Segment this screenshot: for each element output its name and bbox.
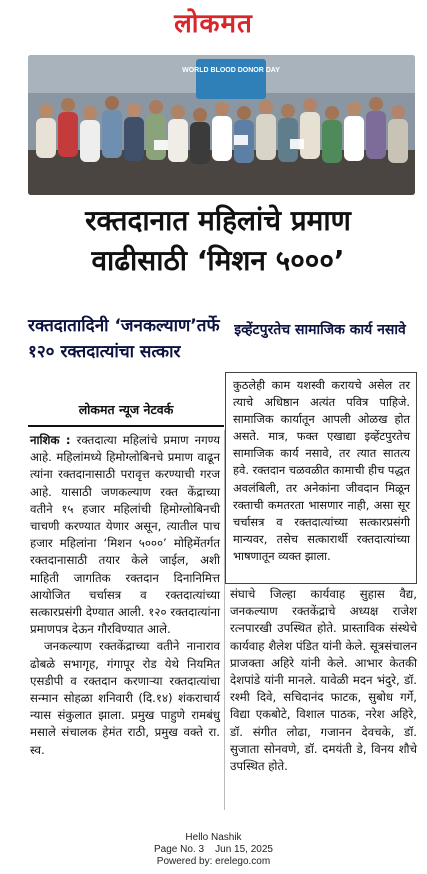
lokmat-logo[interactable]: लोकमत [174, 9, 253, 39]
page-footer [0, 832, 427, 868]
sidebar-heading: इव्हेंटपुरतेच सामाजिक कार्य नसावे [234, 322, 406, 338]
sidebar-box [225, 372, 417, 584]
byline: लोकमत न्यूज नेटवर्क [78, 402, 174, 417]
paragraph-1-text: रक्तदात्या महिलांचे प्रमाण नगण्य आहे. महिलांमध्ये हिमोग्लोबिनचे प्रमाण वाढून त्यांना रक्तदानासाठी परावृत्त करण्याची गरज आहे. यासाठी जणकल्याण रक्त केंद्राच्या वतीने १५ हजार महिलांची हिमोग्लोबिनची चाचणी करण्यात येणार असून, त्यातील पाच हजार महिलांना ‘मिशन ५०००’ मोहिमेंतर्गत रक्तदानासाठी तयार केले जाईल, अशी माहिती जागतिक रक्तदान दिनानिमित्त आयोजित चर्चासत्र व रक्तदात्यांच्या सत्कारप्रसंगी देण्यात आली. १२० रक्तदात्यांना प्रमाणपत्र देऊन गौरविण्यात आले. [30, 433, 220, 637]
footer-powered-by[interactable]: Powered by: erelego.com [156, 856, 271, 867]
headline-line-1: रक्तदानात महिलांचे प्रमाण [85, 204, 351, 237]
byline-rule [28, 425, 224, 427]
paragraph-1 [30, 432, 220, 638]
paragraph-3: संघाचे जिल्हा कार्यवाह सुहास वैद्य, जनकल्याण रक्तकेंद्राचे अध्यक्ष राजेश रत्नपारखी उपस्थित होते. प्रास्ताविक संस्थेचे कार्यवाह शैलेश पंडित यांनी केले. सूत्रसंचालन प्राजक्ता अहिरे यांनी केले. आभार केतकी देशपांडे यांनी मानले. यावेळी मदन भंदुरे, डॉ. रश्मी दिवे, सचिदानंद फाटक, सुबोध गर्गे, विद्या एकबोटे, विशाल पाठक, नरेश अहिरे, डॉ. संगीत लोढा, गजानन देवचके, डॉ. सुजाता सोनवणे, डॉ. दमयंती डे, विनय शौचे उपस्थित होते. [230, 587, 417, 774]
headline [22, 201, 414, 281]
paragraph-2: जनकल्याण रक्तकेंद्राच्या वतीने नानाराव ढोबळे सभागृह, गंगापूर रोड येथे नियमित एसडीपी व रक्तदान करणाऱ्या रक्तदात्यांचा सन्मान सोहळा शनिवारी (दि.१४) शंकराचार्य न्यास संकुलात झाला. प्रमुख पाहुणे रामबंधु मसाले संचालक हेमंत राठी, प्रमुख वक्ते रा. स्व. [30, 639, 220, 757]
dateline-place: नाशिक : [30, 433, 71, 447]
article-body-right [230, 586, 417, 775]
headline-line-2: वाढीसाठी ‘मिशन ५०००’ [91, 244, 345, 277]
group-photo-illustration [28, 55, 415, 195]
article-photo [28, 55, 415, 195]
banner-text: WORLD BLOOD DONOR DAY [182, 67, 280, 74]
article-body-left [30, 432, 220, 759]
footer-page-info: Page No. 3 Jun 15, 2025 [154, 844, 273, 855]
sidebar-text: कुठलेही काम यशस्वी करायचे असेल तर त्याचे अधिष्ठान अत्यंत पवित्र पाहिजे. सामाजिक कार्यातून आपली ओळख होत असते. मात्र, फक्त एखाद्या इव्हेंटपुरतेच सामाजिक कार्य नसावे, तर त्यात सातत्य हवे. रक्तदान चळवळीत कामाची हीच पद्धत अवलंबिली, तर अनेकांना जीवदान मिळून रक्ताची कमतरता भासणार नाही, असा सूर चर्चासत्र व रक्तदात्यांच्या सत्कारप्रसंगी मान्यवर, तसेच सत्कारार्थी रक्तदात्यांच्या भाषणातून व्यक्त झाला. [233, 378, 410, 563]
masthead [0, 8, 427, 40]
footer-edition: Hello Nashik [185, 832, 242, 843]
subheadline: रक्तदातादिनी ‘जनकल्याण’तर्फे १२० रक्तदात्यांचा सत्कार [28, 316, 220, 362]
